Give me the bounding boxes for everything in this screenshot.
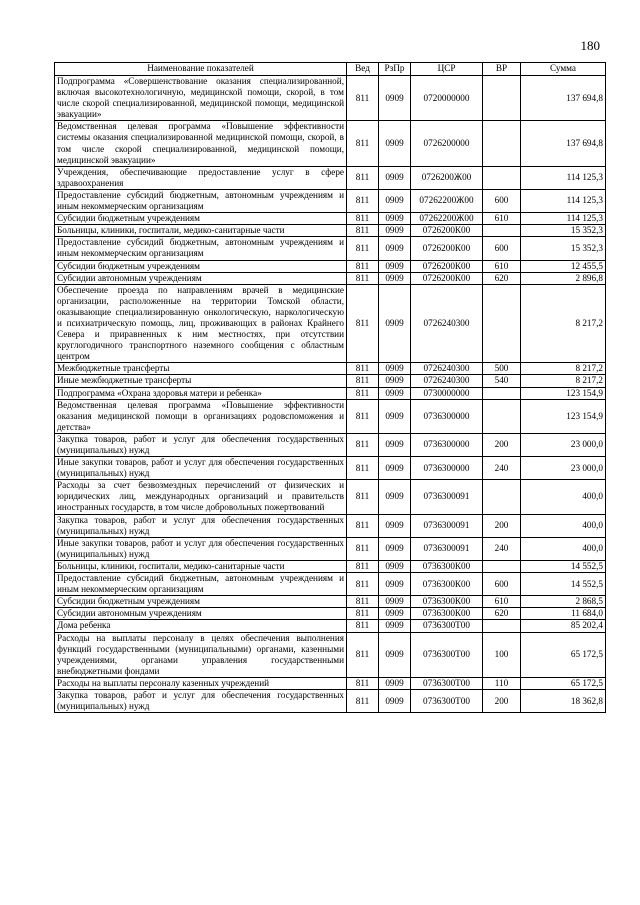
row-csr-cell: 0720000000 <box>411 76 483 121</box>
row-ved-cell: 811 <box>347 596 379 608</box>
row-sum-cell: 123 154,9 <box>521 387 606 399</box>
header-vr: ВР <box>483 63 521 76</box>
row-sum-cell: 8 217,2 <box>521 284 606 363</box>
row-vr-cell: 610 <box>483 596 521 608</box>
table-row <box>55 189 606 212</box>
row-name-cell: Закупка товаров, работ и услуг для обеспечения государственных (муниципальных) нужд <box>55 433 347 456</box>
row-rzpr-cell: 0909 <box>379 677 411 689</box>
row-ved-cell: 811 <box>347 480 379 514</box>
table-row <box>55 480 606 514</box>
row-rzpr-cell: 0909 <box>379 213 411 225</box>
row-rzpr-cell: 0909 <box>379 166 411 189</box>
table-row <box>55 689 606 712</box>
row-rzpr-cell: 0909 <box>379 260 411 272</box>
row-sum-cell: 114 125,3 <box>521 213 606 225</box>
row-csr-cell: 0736300000 <box>411 457 483 480</box>
table-row <box>55 260 606 272</box>
row-vr-cell <box>483 166 521 189</box>
row-sum-cell: 65 172,5 <box>521 677 606 689</box>
table-row <box>55 514 606 537</box>
row-name-cell: Больницы, клиники, госпитали, медико-санитарные части <box>55 560 347 572</box>
row-sum-cell: 400,0 <box>521 514 606 537</box>
table-row <box>55 620 606 632</box>
row-sum-cell: 2 896,8 <box>521 272 606 284</box>
row-sum-cell: 137 694,8 <box>521 121 606 166</box>
row-name-cell: Дома ребенка <box>55 620 347 632</box>
row-sum-cell: 12 455,5 <box>521 260 606 272</box>
row-rzpr-cell: 0909 <box>379 620 411 632</box>
row-csr-cell: 0730000000 <box>411 387 483 399</box>
row-ved-cell: 811 <box>347 632 379 677</box>
row-sum-cell: 8 217,2 <box>521 363 606 375</box>
row-ved-cell: 811 <box>347 573 379 596</box>
row-sum-cell: 15 352,3 <box>521 237 606 260</box>
row-name-cell: Обеспечение проезда по направлениям врачей в медицинские организации, расположенные на территории Томской области, оказывающие специализированную онкологическую, наркологическую и психиатрическую помощь, лиц, проживающих в районах Крайнего Севера и приравненных к ним местностях, при отсутствии круглогодичного транспортного наземного сообщения с областным центром <box>55 284 347 363</box>
row-rzpr-cell: 0909 <box>379 632 411 677</box>
row-sum-cell: 11 684,0 <box>521 608 606 620</box>
row-csr-cell: 0736300К00 <box>411 596 483 608</box>
row-ved-cell: 811 <box>347 514 379 537</box>
row-rzpr-cell: 0909 <box>379 121 411 166</box>
row-csr-cell: 0736300К00 <box>411 608 483 620</box>
row-csr-cell: 0736300К00 <box>411 573 483 596</box>
row-name-cell: Закупка товаров, работ и услуг для обеспечения государственных (муниципальных) нужд <box>55 689 347 712</box>
row-rzpr-cell: 0909 <box>379 363 411 375</box>
row-vr-cell: 620 <box>483 272 521 284</box>
row-name-cell: Иные закупки товаров, работ и услуг для обеспечения государственных (муниципальных) нужд <box>55 457 347 480</box>
header-rzpr: РзПр <box>379 63 411 76</box>
row-rzpr-cell: 0909 <box>379 237 411 260</box>
row-rzpr-cell: 0909 <box>379 514 411 537</box>
row-ved-cell: 811 <box>347 689 379 712</box>
row-name-cell: Ведомственная целевая программа «Повышение эффективности системы оказания специализированной медицинской помощи, скорой, в том числе скорой специализированной, медицинской помощи, медицинской эвакуации» <box>55 121 347 166</box>
row-sum-cell: 14 552,5 <box>521 573 606 596</box>
table-row <box>55 76 606 121</box>
row-vr-cell: 540 <box>483 375 521 387</box>
table-header-row <box>55 63 606 76</box>
row-rzpr-cell: 0909 <box>379 608 411 620</box>
row-csr-cell: 0736300091 <box>411 537 483 560</box>
row-name-cell: Предоставление субсидий бюджетным, автономным учреждениям и иным некоммерческим организациям <box>55 189 347 212</box>
row-vr-cell <box>483 399 521 433</box>
row-name-cell: Подпрограмма «Совершенствование оказания специализированной, включая высокотехнологичную, медицинской помощи, скорой, в том числе скорой специализированной, медицинской помощи, медицинской эвакуации» <box>55 76 347 121</box>
row-name-cell: Подпрограмма «Охрана здоровья матери и ребенка» <box>55 387 347 399</box>
row-csr-cell: 0726200К00 <box>411 260 483 272</box>
table-row <box>55 608 606 620</box>
table-row <box>55 399 606 433</box>
row-vr-cell: 600 <box>483 237 521 260</box>
row-rzpr-cell: 0909 <box>379 537 411 560</box>
row-sum-cell: 114 125,3 <box>521 166 606 189</box>
row-csr-cell: 0736300000 <box>411 399 483 433</box>
row-csr-cell: 0726240300 <box>411 284 483 363</box>
row-rzpr-cell: 0909 <box>379 560 411 572</box>
row-ved-cell: 811 <box>347 225 379 237</box>
row-vr-cell: 200 <box>483 689 521 712</box>
row-rzpr-cell: 0909 <box>379 387 411 399</box>
table-row <box>55 457 606 480</box>
row-vr-cell <box>483 480 521 514</box>
table-row <box>55 237 606 260</box>
row-rzpr-cell: 0909 <box>379 573 411 596</box>
row-name-cell: Субсидии автономным учреждениям <box>55 608 347 620</box>
row-vr-cell <box>483 560 521 572</box>
row-vr-cell: 240 <box>483 457 521 480</box>
table-row <box>55 225 606 237</box>
row-ved-cell: 811 <box>347 260 379 272</box>
row-name-cell: Иные закупки товаров, работ и услуг для обеспечения государственных (муниципальных) нужд <box>55 537 347 560</box>
row-sum-cell: 15 352,3 <box>521 225 606 237</box>
row-rzpr-cell: 0909 <box>379 225 411 237</box>
table-row <box>55 677 606 689</box>
row-csr-cell: 0726240300 <box>411 363 483 375</box>
row-ved-cell: 811 <box>347 166 379 189</box>
row-sum-cell: 23 000,0 <box>521 433 606 456</box>
row-name-cell: Предоставление субсидий бюджетным, автономным учреждениям и иным некоммерческим организациям <box>55 237 347 260</box>
row-ved-cell: 811 <box>347 457 379 480</box>
table-row <box>55 272 606 284</box>
row-csr-cell: 0726200К00 <box>411 272 483 284</box>
row-rzpr-cell: 0909 <box>379 76 411 121</box>
row-ved-cell: 811 <box>347 560 379 572</box>
row-csr-cell: 0736300К00 <box>411 560 483 572</box>
row-name-cell: Субсидии бюджетным учреждениям <box>55 213 347 225</box>
row-sum-cell: 85 202,4 <box>521 620 606 632</box>
row-rzpr-cell: 0909 <box>379 457 411 480</box>
row-sum-cell: 2 868,5 <box>521 596 606 608</box>
header-csr: ЦСР <box>411 63 483 76</box>
table-row <box>55 375 606 387</box>
table-row <box>55 433 606 456</box>
row-rzpr-cell: 0909 <box>379 596 411 608</box>
row-vr-cell: 600 <box>483 573 521 596</box>
row-ved-cell: 811 <box>347 608 379 620</box>
row-sum-cell: 137 694,8 <box>521 76 606 121</box>
table-row <box>55 560 606 572</box>
row-rzpr-cell: 0909 <box>379 375 411 387</box>
row-ved-cell: 811 <box>347 375 379 387</box>
table-row <box>55 596 606 608</box>
row-csr-cell: 0736300000 <box>411 433 483 456</box>
row-csr-cell: 0736300091 <box>411 514 483 537</box>
row-rzpr-cell: 0909 <box>379 433 411 456</box>
row-vr-cell: 500 <box>483 363 521 375</box>
row-ved-cell: 811 <box>347 189 379 212</box>
table-row <box>55 284 606 363</box>
row-csr-cell: 0726200000 <box>411 121 483 166</box>
row-name-cell: Ведомственная целевая программа «Повышение эффективности оказания медицинской помощи в организациях родовспоможения и детства» <box>55 399 347 433</box>
row-vr-cell: 200 <box>483 514 521 537</box>
row-ved-cell: 811 <box>347 121 379 166</box>
row-vr-cell: 100 <box>483 632 521 677</box>
header-sum: Сумма <box>521 63 606 76</box>
row-vr-cell: 600 <box>483 189 521 212</box>
row-csr-cell: 0736300091 <box>411 480 483 514</box>
row-vr-cell <box>483 284 521 363</box>
row-rzpr-cell: 0909 <box>379 689 411 712</box>
row-name-cell: Предоставление субсидий бюджетным, автономным учреждениям и иным некоммерческим организациям <box>55 573 347 596</box>
row-vr-cell: 620 <box>483 608 521 620</box>
row-vr-cell: 610 <box>483 213 521 225</box>
row-ved-cell: 811 <box>347 237 379 260</box>
row-sum-cell: 114 125,3 <box>521 189 606 212</box>
row-ved-cell: 811 <box>347 272 379 284</box>
header-ved: Вед <box>347 63 379 76</box>
table-row <box>55 121 606 166</box>
row-sum-cell: 400,0 <box>521 480 606 514</box>
table-row <box>55 363 606 375</box>
row-name-cell: Учреждения, обеспечивающие предоставление услуг в сфере здравоохранения <box>55 166 347 189</box>
row-csr-cell: 0726200К00 <box>411 237 483 260</box>
row-ved-cell: 811 <box>347 363 379 375</box>
row-name-cell: Субсидии автономным учреждениям <box>55 272 347 284</box>
row-vr-cell <box>483 225 521 237</box>
row-ved-cell: 811 <box>347 677 379 689</box>
row-ved-cell: 811 <box>347 387 379 399</box>
row-vr-cell <box>483 121 521 166</box>
row-sum-cell: 14 552,5 <box>521 560 606 572</box>
row-name-cell: Субсидии бюджетным учреждениям <box>55 260 347 272</box>
row-vr-cell: 200 <box>483 433 521 456</box>
row-rzpr-cell: 0909 <box>379 480 411 514</box>
row-sum-cell: 8 217,2 <box>521 375 606 387</box>
row-ved-cell: 811 <box>347 76 379 121</box>
row-vr-cell: 610 <box>483 260 521 272</box>
row-csr-cell: 07262200Ж00 <box>411 213 483 225</box>
row-csr-cell: 07262200Ж00 <box>411 189 483 212</box>
row-csr-cell: 0736300Т00 <box>411 632 483 677</box>
table-row <box>55 166 606 189</box>
row-ved-cell: 811 <box>347 284 379 363</box>
row-name-cell: Закупка товаров, работ и услуг для обеспечения государственных (муниципальных) нужд <box>55 514 347 537</box>
row-name-cell: Межбюджетные трансферты <box>55 363 347 375</box>
row-name-cell: Больницы, клиники, госпитали, медико-санитарные части <box>55 225 347 237</box>
row-vr-cell: 240 <box>483 537 521 560</box>
row-vr-cell <box>483 76 521 121</box>
table-row <box>55 573 606 596</box>
row-csr-cell: 0726240300 <box>411 375 483 387</box>
row-csr-cell: 0736300Т00 <box>411 677 483 689</box>
row-rzpr-cell: 0909 <box>379 272 411 284</box>
row-sum-cell: 23 000,0 <box>521 457 606 480</box>
row-name-cell: Расходы за счет безвозмездных перечислений от физических и юридических лиц, международных организаций и правительств иностранных государств, в том числе добровольных пожертвований <box>55 480 347 514</box>
row-csr-cell: 0736300Т00 <box>411 620 483 632</box>
row-vr-cell: 110 <box>483 677 521 689</box>
row-ved-cell: 811 <box>347 537 379 560</box>
row-csr-cell: 0736300Т00 <box>411 689 483 712</box>
row-ved-cell: 811 <box>347 433 379 456</box>
budget-table <box>54 62 606 713</box>
row-sum-cell: 18 362,8 <box>521 689 606 712</box>
row-rzpr-cell: 0909 <box>379 284 411 363</box>
row-ved-cell: 811 <box>347 399 379 433</box>
page-number: 180 <box>580 38 600 53</box>
row-csr-cell: 0726200К00 <box>411 225 483 237</box>
row-ved-cell: 811 <box>347 620 379 632</box>
row-name-cell: Расходы на выплаты персоналу в целях обеспечения выполнения функций государственными (муниципальными) органами, казенными учреждениями, органами управления государственными внебюджетными фондами <box>55 632 347 677</box>
row-sum-cell: 400,0 <box>521 537 606 560</box>
table-row <box>55 537 606 560</box>
row-vr-cell <box>483 620 521 632</box>
row-rzpr-cell: 0909 <box>379 189 411 212</box>
row-name-cell: Иные межбюджетные трансферты <box>55 375 347 387</box>
table-row <box>55 387 606 399</box>
row-name-cell: Расходы на выплаты персоналу казенных учреждений <box>55 677 347 689</box>
table-row <box>55 213 606 225</box>
row-sum-cell: 123 154,9 <box>521 399 606 433</box>
row-csr-cell: 0726200Ж00 <box>411 166 483 189</box>
row-vr-cell <box>483 387 521 399</box>
row-name-cell: Субсидии бюджетным учреждениям <box>55 596 347 608</box>
table-row <box>55 632 606 677</box>
row-sum-cell: 65 172,5 <box>521 632 606 677</box>
row-rzpr-cell: 0909 <box>379 399 411 433</box>
row-ved-cell: 811 <box>347 213 379 225</box>
header-name: Наименование показателей <box>55 63 347 76</box>
